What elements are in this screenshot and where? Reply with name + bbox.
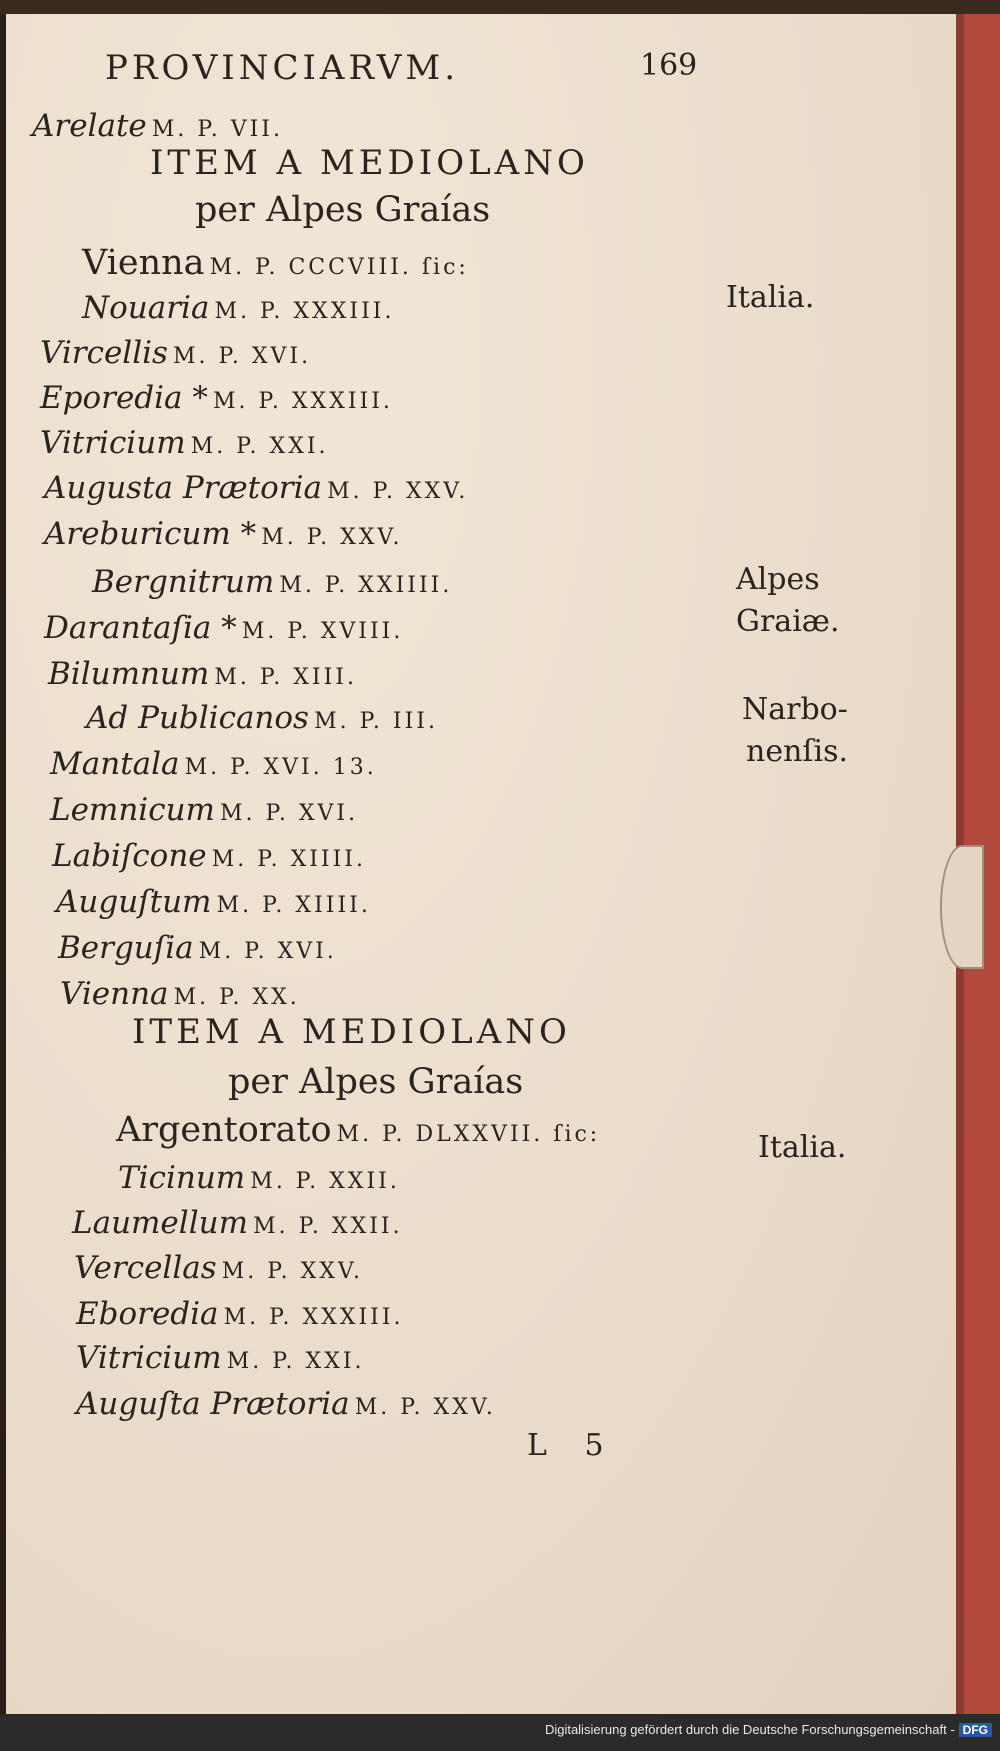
- entry-row: Vitricium M. P. XXI.: [40, 425, 329, 461]
- entry-row: Lemnicum M. P. XVI.: [50, 792, 359, 828]
- entry-row: Auguſta Prætoria M. P. XXV.: [76, 1386, 496, 1422]
- footer-credit: Digitalisierung gefördert durch die Deutsche Forschungsgemeinschaft - DFG: [545, 1722, 992, 1737]
- entry-row: Argentorato M. P. DLXXVII. ſic:: [116, 1110, 601, 1150]
- signature-mark: L 5: [527, 1428, 618, 1463]
- top-edge: [0, 0, 1000, 14]
- page-number: 169: [640, 48, 698, 83]
- entry-row: Laumellum M. P. XXII.: [72, 1205, 403, 1241]
- entry-row: Berguſia M. P. XVI.: [58, 930, 337, 966]
- entry-row: Eboredia M. P. XXXIII.: [76, 1296, 404, 1332]
- margin-note: nenſis.: [746, 734, 849, 769]
- entry-row: Augusta Prætoria M. P. XXV.: [44, 470, 469, 506]
- section-subheading: per Alpes Graías: [228, 1062, 524, 1102]
- entry-row: Vircellis M. P. XVI.: [40, 335, 312, 371]
- margin-note: Narbo-: [742, 692, 848, 727]
- entry-row: Vercellas M. P. XXV.: [74, 1250, 363, 1286]
- entry-row: Mantala M. P. XVI. 13.: [50, 746, 377, 782]
- running-title: PROVINCIARVM.: [105, 48, 460, 88]
- footer-bar: [0, 1714, 1000, 1751]
- entry-row: Vienna M. P. XX.: [60, 976, 300, 1012]
- margin-note: Alpes: [736, 562, 820, 597]
- section-heading: ITEM A MEDIOLANO: [132, 1012, 571, 1052]
- entry-row: Vitricium M. P. XXI.: [76, 1340, 365, 1376]
- entry-row: Labiſcone M. P. XIIII.: [52, 838, 366, 874]
- section-heading: ITEM A MEDIOLANO: [150, 143, 589, 183]
- entry-row: Areburicum * M. P. XXV.: [44, 516, 403, 552]
- margin-note: Italia.: [726, 280, 815, 315]
- section-subheading: per Alpes Graías: [195, 190, 491, 230]
- margin-note: Italia.: [758, 1130, 847, 1165]
- entry-row: Auguſtum M. P. XIIII.: [56, 884, 371, 920]
- entry-row: Vienna M. P. CCCVIII. ſic:: [82, 243, 469, 283]
- entry-row: Ad Publicanos M. P. III.: [86, 700, 438, 736]
- entry-row: Bilumnum M. P. XIII.: [48, 656, 357, 692]
- dfg-logo: DFG: [959, 1723, 992, 1737]
- entry-row: Arelate M. P. VII.: [32, 108, 283, 144]
- entry-row: Darantaſia * M. P. XVIII.: [44, 610, 404, 646]
- entry-row: Eporedia * M. P. XXXIII.: [40, 380, 393, 416]
- entry-row: Nouaria M. P. XXXIII.: [82, 290, 395, 326]
- entry-row: Ticinum M. P. XXII.: [118, 1160, 400, 1196]
- margin-note: Graiæ.: [736, 604, 840, 639]
- page-tab: [940, 845, 984, 969]
- entry-row: Bergnitrum M. P. XXIIII.: [92, 564, 453, 600]
